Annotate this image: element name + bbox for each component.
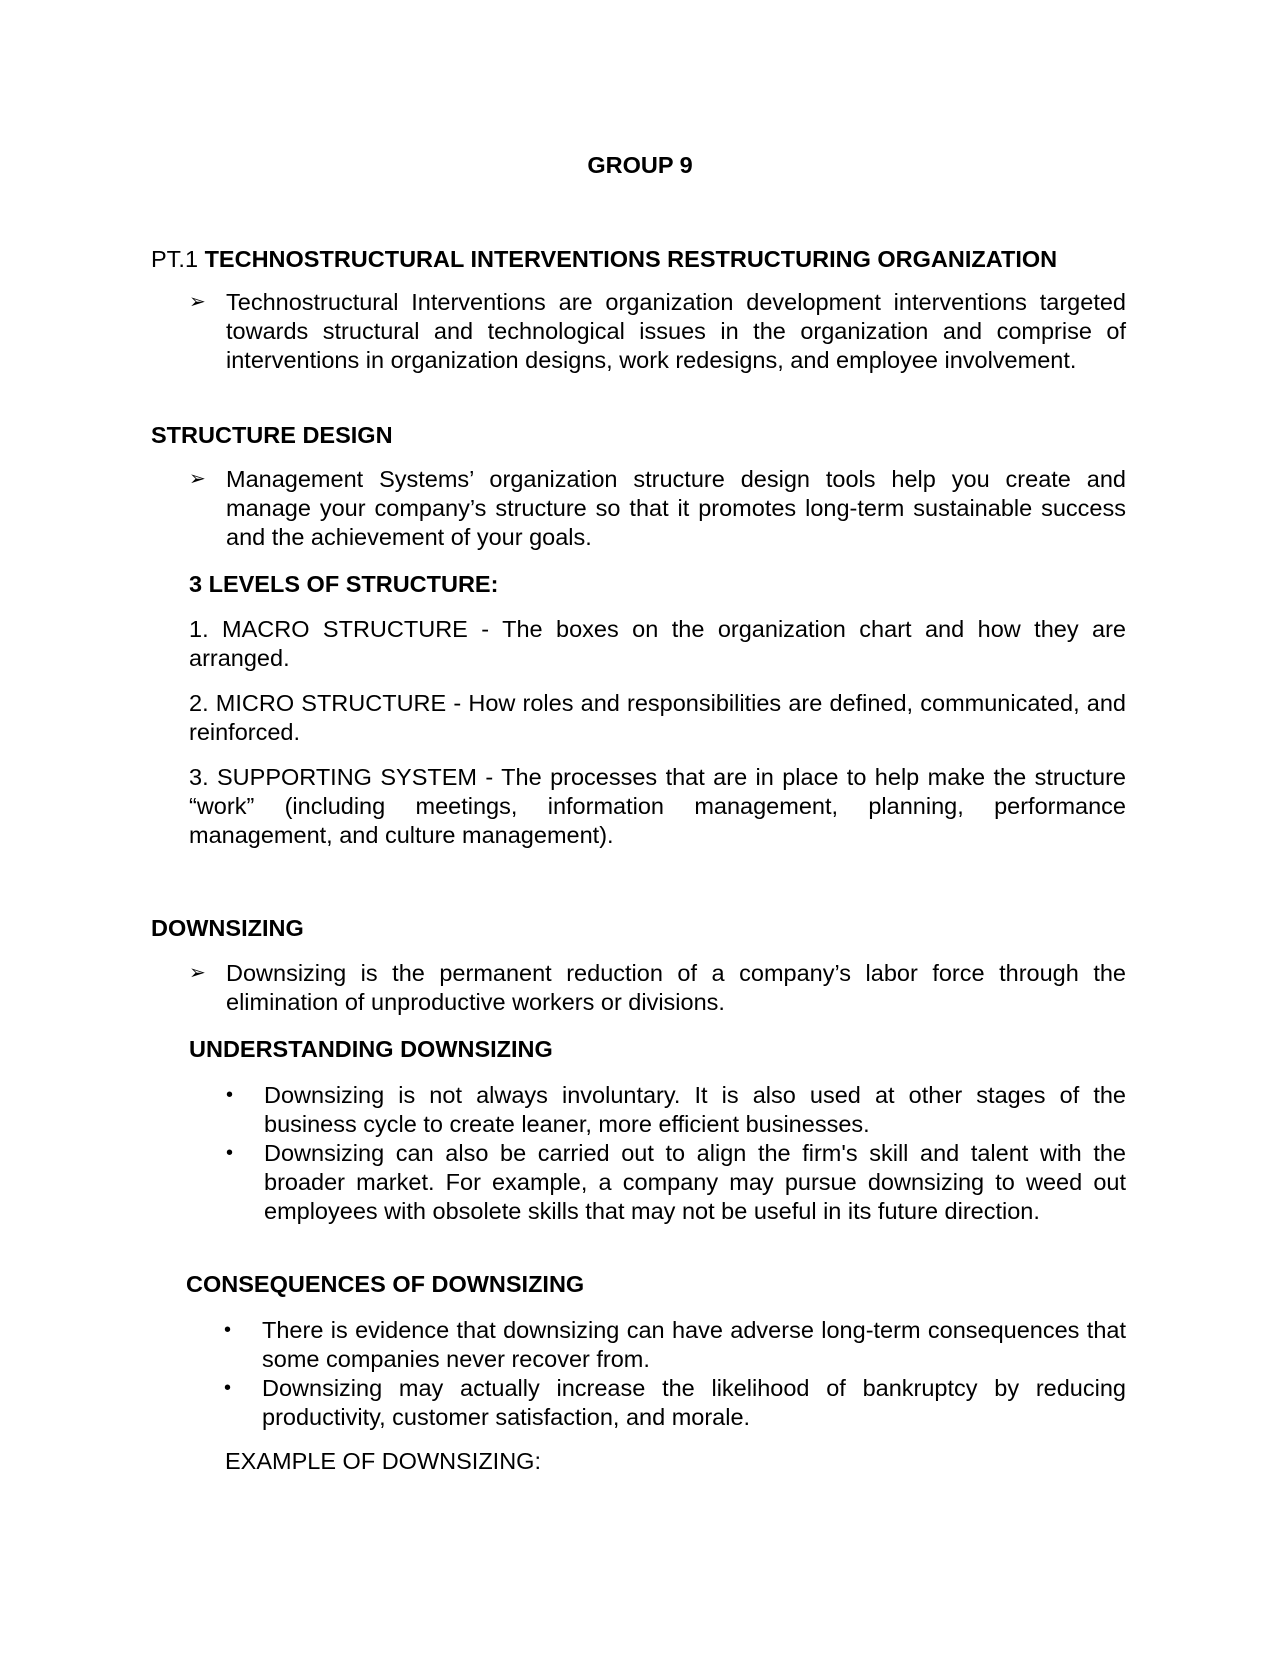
structure-design-heading: STRUCTURE DESIGN bbox=[151, 422, 393, 448]
dot-bullet-icon: • bbox=[226, 1084, 234, 1106]
dot-bullet-icon: • bbox=[224, 1319, 232, 1341]
understanding-item: Downsizing is not always involuntary. It is also used at other stages of the business cycle to create leaner, more efficient businesses. bbox=[264, 1082, 1126, 1137]
consequences-heading: CONSEQUENCES OF DOWNSIZING bbox=[186, 1271, 585, 1297]
level-item-macro: 1. MACRO STRUCTURE - The boxes on the organization chart and how they are arranged. bbox=[189, 616, 1126, 671]
dot-bullet-icon: • bbox=[224, 1377, 232, 1399]
intro-bullet-text: Technostructural Interventions are organization development interventions targeted towards structural and technological issues in the organization and comprise of interventions in organization designs, work redesigns, and employee involvement. bbox=[226, 289, 1126, 373]
page-title: GROUP 9 bbox=[587, 152, 693, 178]
understanding-item: Downsizing can also be carried out to align the firm's skill and talent with the broader market. For example, a company may pursue downsizing to weed out employees with obsolete skills that may not be useful in its future direction. bbox=[264, 1140, 1126, 1224]
consequences-item: There is evidence that downsizing can have adverse long-term consequences that some companies never recover from. bbox=[262, 1317, 1126, 1372]
arrow-bullet-icon: ➢ bbox=[189, 291, 206, 313]
part-prefix: PT.1 bbox=[151, 246, 205, 272]
consequences-item: Downsizing may actually increase the likelihood of bankruptcy by reducing productivity, customer satisfaction, and morale. bbox=[262, 1375, 1126, 1430]
example-heading: EXAMPLE OF DOWNSIZING: bbox=[225, 1448, 541, 1474]
part-heading bbox=[151, 245, 1131, 274]
downsizing-bullet-text: Downsizing is the permanent reduction of a company’s labor force through the elimination of unproductive workers or divisions. bbox=[226, 960, 1126, 1015]
levels-heading: 3 LEVELS OF STRUCTURE: bbox=[189, 571, 499, 597]
downsizing-heading: DOWNSIZING bbox=[151, 915, 304, 941]
dot-bullet-icon: • bbox=[226, 1142, 234, 1164]
structure-design-bullet-text: Management Systems’ organization structure design tools help you create and manage your company’s structure so that it promotes long-term sustainable success and the achievement of your goals. bbox=[226, 466, 1126, 550]
arrow-bullet-icon: ➢ bbox=[189, 468, 206, 490]
understanding-heading: UNDERSTANDING DOWNSIZING bbox=[189, 1036, 553, 1062]
part-title: TECHNOSTRUCTURAL INTERVENTIONS RESTRUCTURING ORGANIZATION bbox=[204, 246, 1058, 272]
arrow-bullet-icon: ➢ bbox=[189, 962, 206, 984]
level-item-supporting: 3. SUPPORTING SYSTEM - The processes that are in place to help make the structure “work” (including meetings, information management, planning, performance management, and culture management). bbox=[189, 764, 1126, 848]
level-item-micro: 2. MICRO STRUCTURE - How roles and responsibilities are defined, communicated, and reinforced. bbox=[189, 690, 1126, 745]
